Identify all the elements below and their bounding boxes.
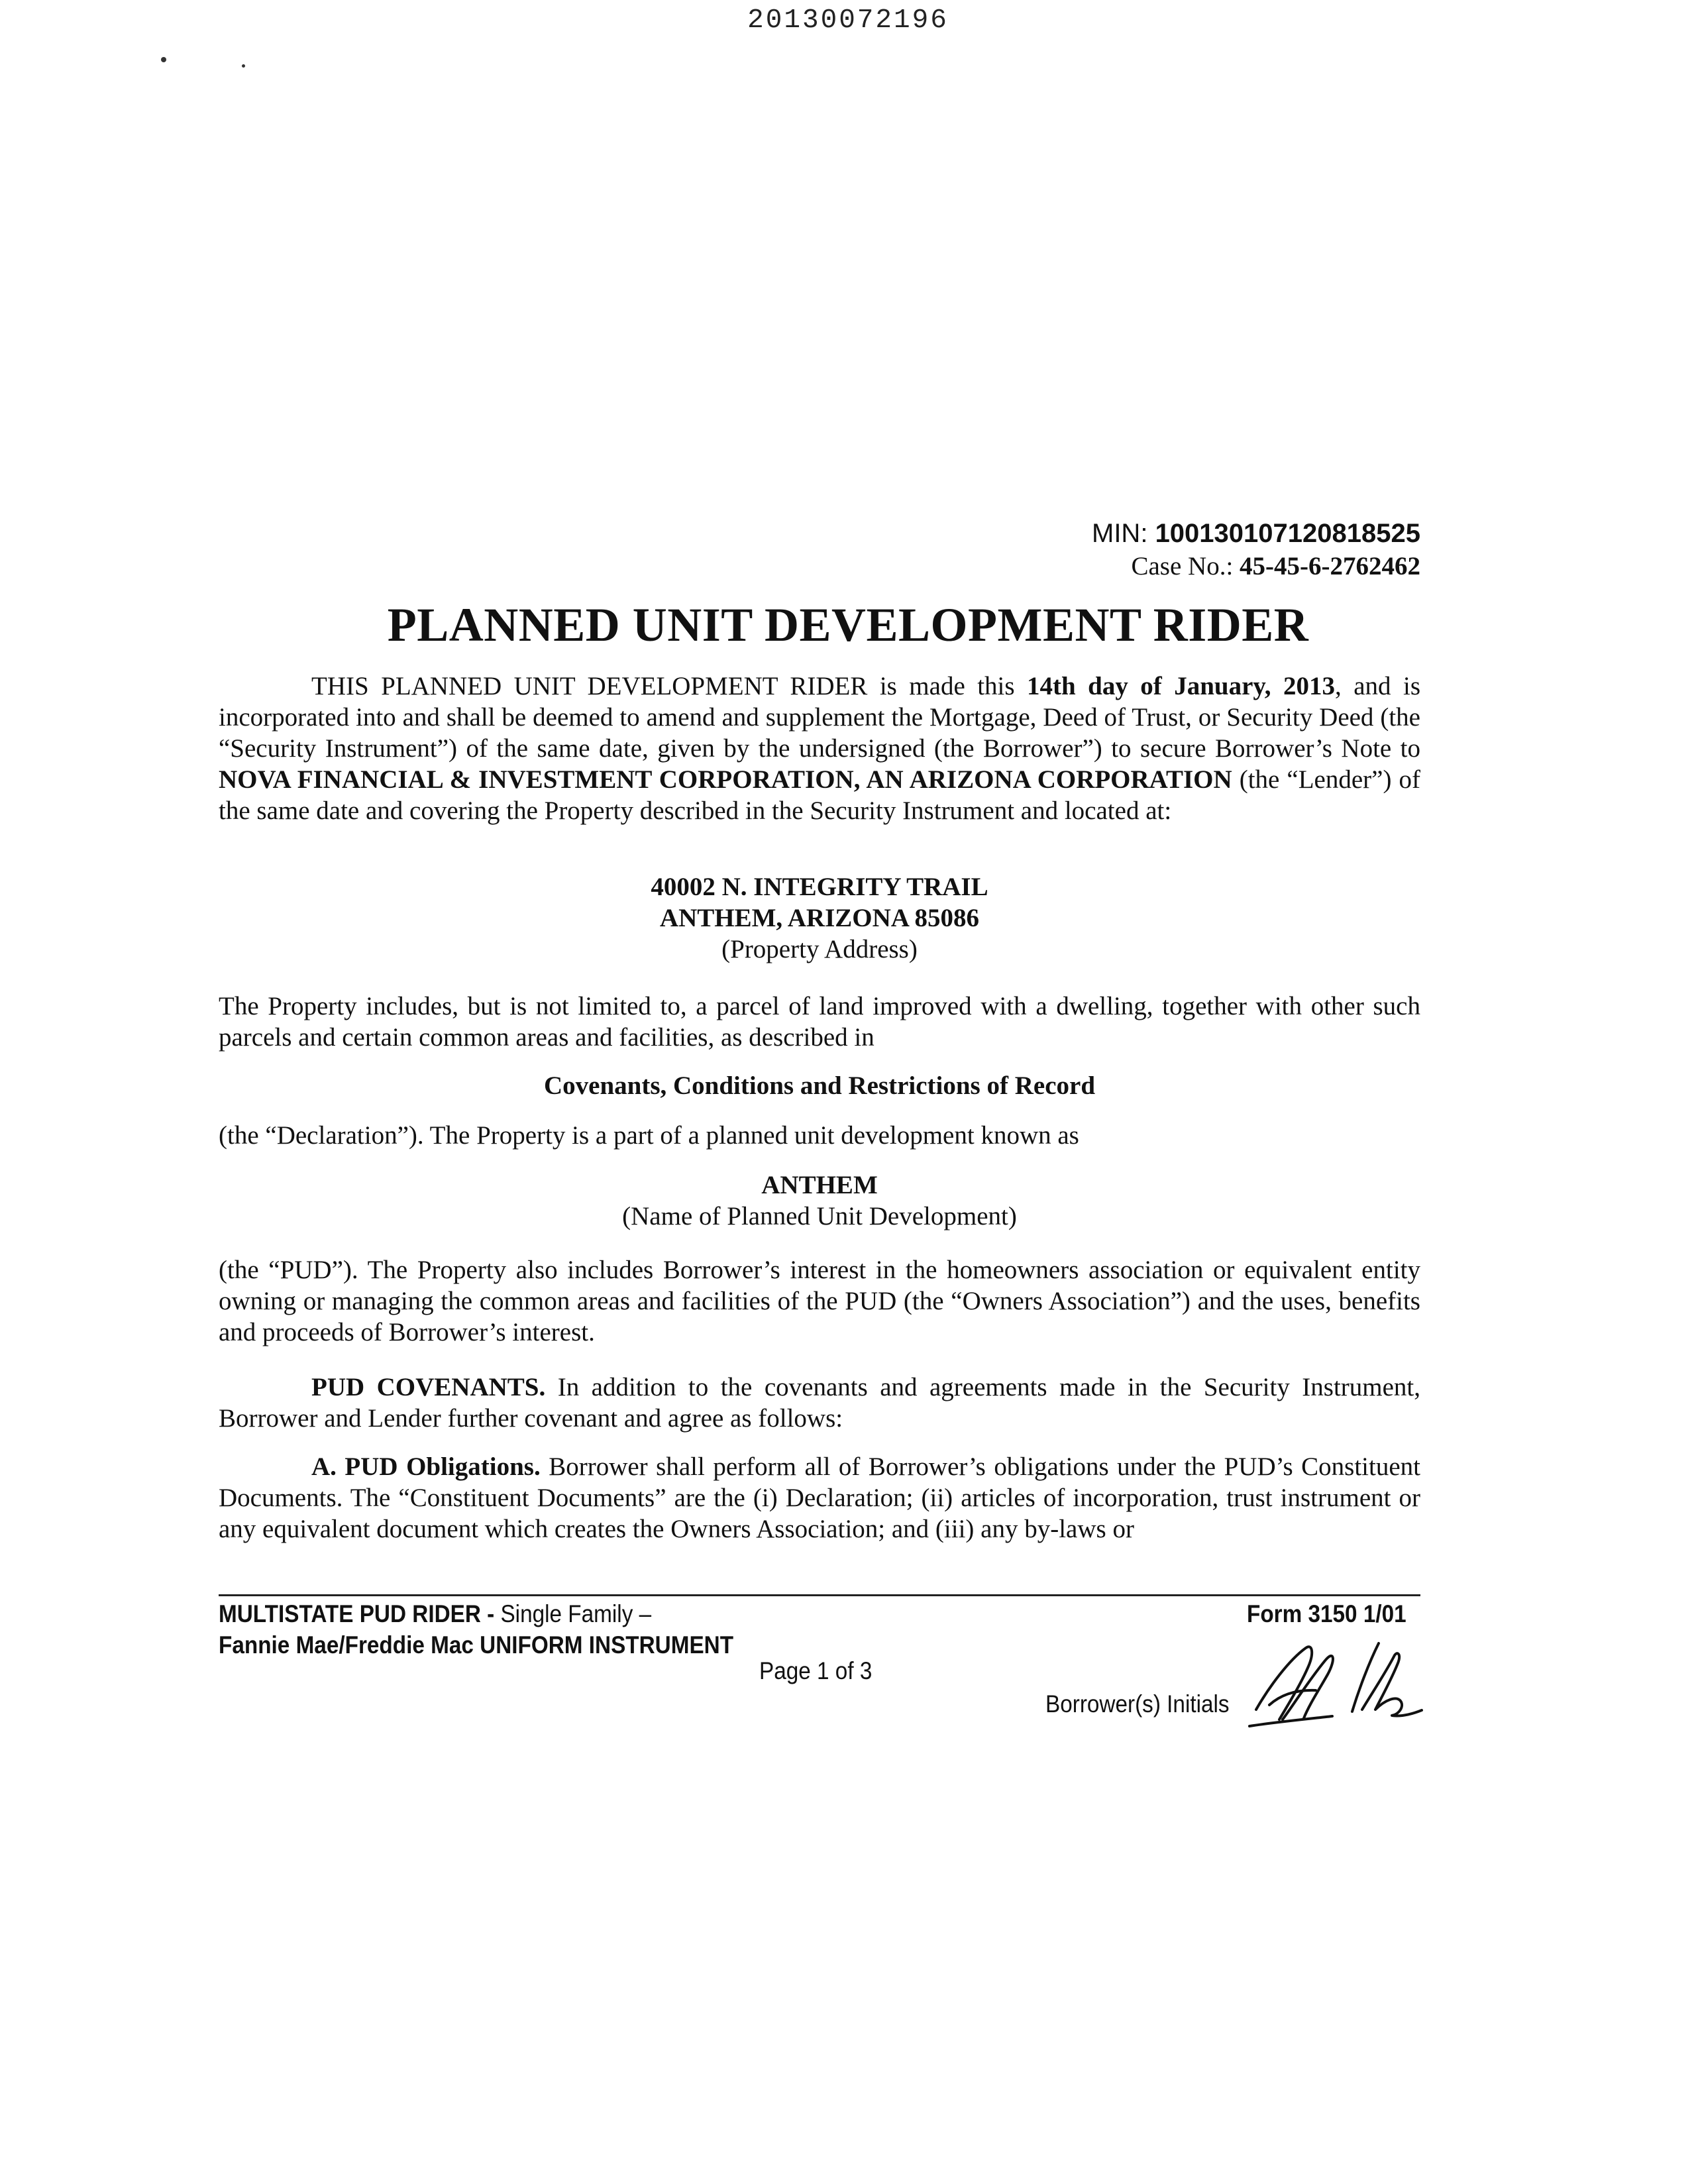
property-address bbox=[219, 871, 1420, 965]
covenants-heading: PUD COVENANTS. bbox=[311, 1373, 546, 1401]
declaration-paragraph: (the “Declaration”). The Property is a part of a planned unit development known as bbox=[219, 1121, 1079, 1150]
address-line-1: 40002 N. INTEGRITY TRAIL bbox=[651, 873, 988, 901]
case-number: Case No.: 45-45-6-2762462 bbox=[1131, 552, 1420, 580]
lender-name: NOVA FINANCIAL & INVESTMENT CORPORATION, AN ARIZONA CORPORATION bbox=[219, 765, 1232, 794]
scan-speck bbox=[242, 64, 245, 68]
form-number: Form 3150 1/01 bbox=[1247, 1600, 1406, 1627]
recording-number: 20130072196 bbox=[747, 5, 949, 36]
pud-covenants-paragraph: PUD COVENANTS. In addition to the covenants and agreements made in the Security Instrument, Borrower and Lender further covenant and agree as follows: bbox=[219, 1373, 1420, 1433]
property-includes-paragraph: The Property includes, but is not limited to, a parcel of land improved with a dwelling, together with other such parcels and certain common areas and facilities, as described in bbox=[219, 992, 1420, 1052]
pud-caption: (Name of Planned Unit Development) bbox=[622, 1202, 1017, 1230]
borrower-initials-signature bbox=[1243, 1627, 1428, 1739]
address-caption: (Property Address) bbox=[721, 935, 918, 963]
declaration-name: Covenants, Conditions and Restrictions of Record bbox=[543, 1071, 1096, 1100]
scan-speck bbox=[161, 57, 166, 62]
footer-divider bbox=[219, 1594, 1420, 1596]
pud-name-block bbox=[219, 1170, 1420, 1232]
form-title: MULTISTATE PUD RIDER - Single Family – Fannie Mae/Freddie Mac UNIFORM INSTRUMENT bbox=[219, 1600, 734, 1659]
document-title: PLANNED UNIT DEVELOPMENT RIDER bbox=[387, 598, 1309, 651]
page-number: Page 1 of 3 bbox=[759, 1657, 873, 1684]
section-a-paragraph: A. PUD Obligations. Borrower shall perform all of Borrower’s obligations under the PUD’s Constituent Documents. The “Constituent Documents” are the (i) Declaration; (ii) articles of incorporation, trust instrument or any equivalent document which creates the Owners Association; and (iii) any by-laws or bbox=[219, 1452, 1420, 1543]
pud-paragraph: (the “PUD”). The Property also includes Borrower’s interest in the homeowners association or equivalent entity owning or managing the common areas and facilities of the PUD (the “Owners Association”) and the uses, benefits and proceeds of Borrower’s interest. bbox=[219, 1256, 1420, 1346]
intro-paragraph: THIS PLANNED UNIT DEVELOPMENT RIDER is made this 14th day of January, 2013, and is incorporated into and shall be deemed to amend and supplement the Mortgage, Deed of Trust, or Security Deed (the “Security Instrument”) of the same date, given by the undersigned (the Borrower”) to secure Borrower’s Note to NOVA FINANCIAL & INVESTMENT CORPORATION, AN ARIZONA CORPORATION (the “Lender”) of the same date and covering the Property described in the Security Instrument and located at: bbox=[219, 672, 1420, 825]
rider-date: 14th day of January, 2013 bbox=[1027, 672, 1335, 700]
section-a-heading: A. PUD Obligations. bbox=[311, 1452, 541, 1481]
form-line-2: Fannie Mae/Freddie Mac UNIFORM INSTRUMENT bbox=[219, 1631, 734, 1659]
initials-label: Borrower(s) Initials bbox=[1045, 1690, 1230, 1718]
address-line-2: ANTHEM, ARIZONA 85086 bbox=[659, 904, 980, 932]
min-number: MIN: 100130107120818525 bbox=[1092, 519, 1420, 548]
loan-identifiers bbox=[1092, 517, 1420, 583]
pud-name: ANTHEM bbox=[761, 1171, 878, 1199]
